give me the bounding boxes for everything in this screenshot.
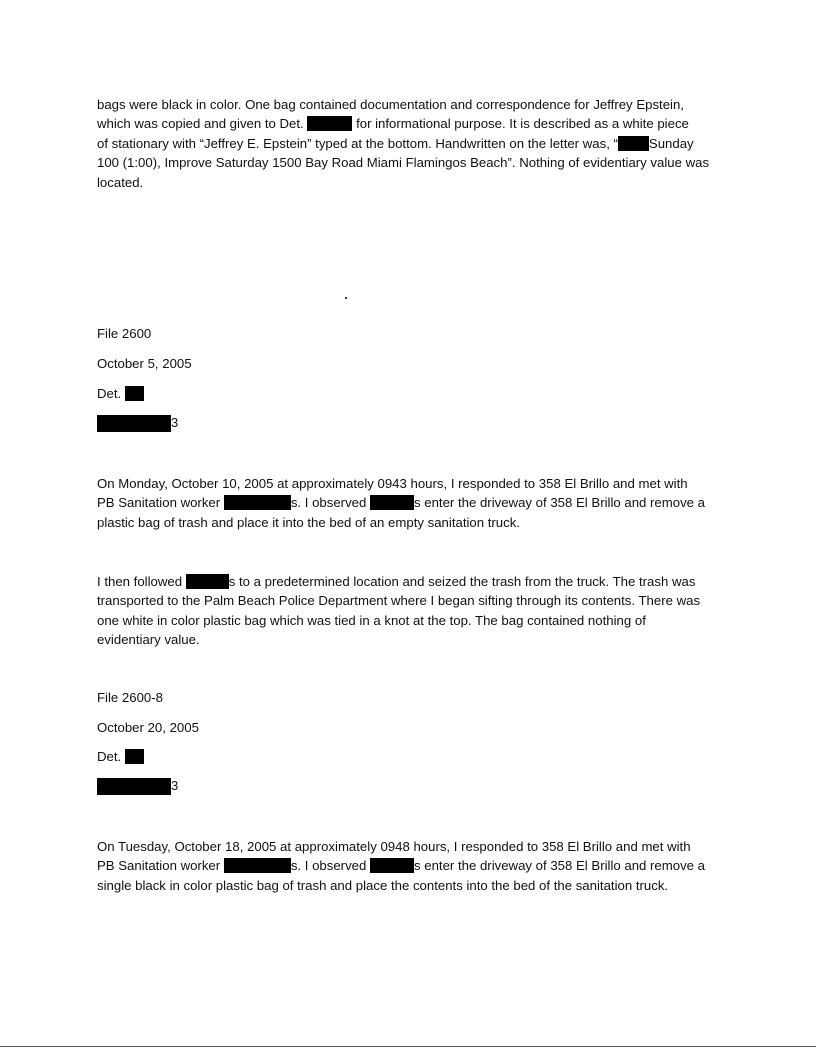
- redaction-bar: [224, 858, 291, 873]
- text-fragment: for informational purpose. It is described as a white piece: [356, 116, 689, 132]
- detective-text: Det.: [97, 749, 122, 764]
- text-fragment: which was copied and given to Det.: [97, 116, 304, 132]
- paragraph-pickup: [97, 837, 727, 895]
- text-line: [97, 134, 727, 153]
- text-fragment: s enter the driveway of 358 El Brillo and remove a: [414, 858, 706, 874]
- text-line: On Tuesday, October 18, 2005 at approximately 0948 hours, I responded to 358 El Brillo and met with: [97, 839, 691, 854]
- text-fragment: PB Sanitation worker: [97, 858, 221, 874]
- text-fragment: of stationary with “Jeffrey E. Epstein” typed at the bottom. Handwritten on the letter was, “: [97, 135, 618, 151]
- text-line: evidentiary value.: [97, 632, 200, 648]
- redaction-bar: [125, 386, 144, 401]
- paragraph-pickup: [97, 474, 727, 532]
- redaction-bar: [186, 574, 229, 589]
- detective-label: [97, 386, 144, 401]
- text-fragment: s enter the driveway of 358 El Brillo and remove a: [414, 495, 706, 511]
- text-line: transported to the Palm Beach Police Department where I began sifting through its contents. There was: [97, 593, 701, 609]
- text-line: On Monday, October 10, 2005 at approximately 0943 hours, I responded to 358 El Brillo and met with: [97, 476, 688, 491]
- text-line: [97, 856, 727, 875]
- detective-label: [97, 749, 144, 764]
- text-line: plastic bag of trash and place it into the bed of an empty sanitation truck.: [97, 514, 520, 530]
- redaction-bar: [97, 778, 171, 795]
- redaction-bar: [125, 749, 144, 764]
- paragraph-seizure: [97, 572, 727, 650]
- redaction-bar: [307, 116, 352, 131]
- text-line: single black in color plastic bag of trash and place the contents into the bed of the sanitation truck.: [97, 877, 669, 893]
- detective-text: Det.: [97, 386, 122, 401]
- text-line: located.: [97, 174, 144, 190]
- text-fragment: Sunday: [648, 135, 694, 151]
- text-line: one white in color plastic bag which was tied in a knot at the top. The bag contained nothing of: [97, 612, 646, 628]
- stray-mark: [345, 297, 347, 299]
- text-line: 100 (1:00), Improve Saturday 1500 Bay Road Miami Flamingos Beach”. Nothing of evidentiary value was: [97, 155, 710, 171]
- file-number: File 2600-8: [97, 690, 163, 705]
- text-line: [97, 572, 727, 591]
- redaction-bar: [97, 415, 171, 432]
- redaction-bar: [618, 136, 649, 151]
- report-date: October 20, 2005: [97, 720, 199, 735]
- redaction-bar: [224, 495, 291, 510]
- paragraph-evidence-description: [97, 95, 727, 192]
- page-bottom-rule: [0, 1046, 816, 1047]
- redaction-bar: [370, 495, 414, 510]
- text-line: [97, 493, 727, 512]
- redaction-bar: [370, 858, 414, 873]
- badge-tail: 3: [171, 778, 179, 793]
- report-date: October 5, 2005: [97, 356, 192, 371]
- text-fragment: PB Sanitation worker: [97, 495, 221, 511]
- file-number: File 2600: [97, 326, 152, 341]
- text-fragment: s to a predetermined location and seized the trash from the truck. The trash was: [228, 574, 696, 589]
- text-fragment: s. I observed: [290, 858, 367, 874]
- text-line: bags were black in color. One bag contained documentation and correspondence for Jeffrey Epstein,: [97, 97, 684, 112]
- text-fragment: s. I observed: [290, 495, 367, 511]
- text-line: [97, 114, 727, 133]
- text-fragment: I then followed: [97, 574, 183, 589]
- badge-tail: 3: [171, 415, 179, 430]
